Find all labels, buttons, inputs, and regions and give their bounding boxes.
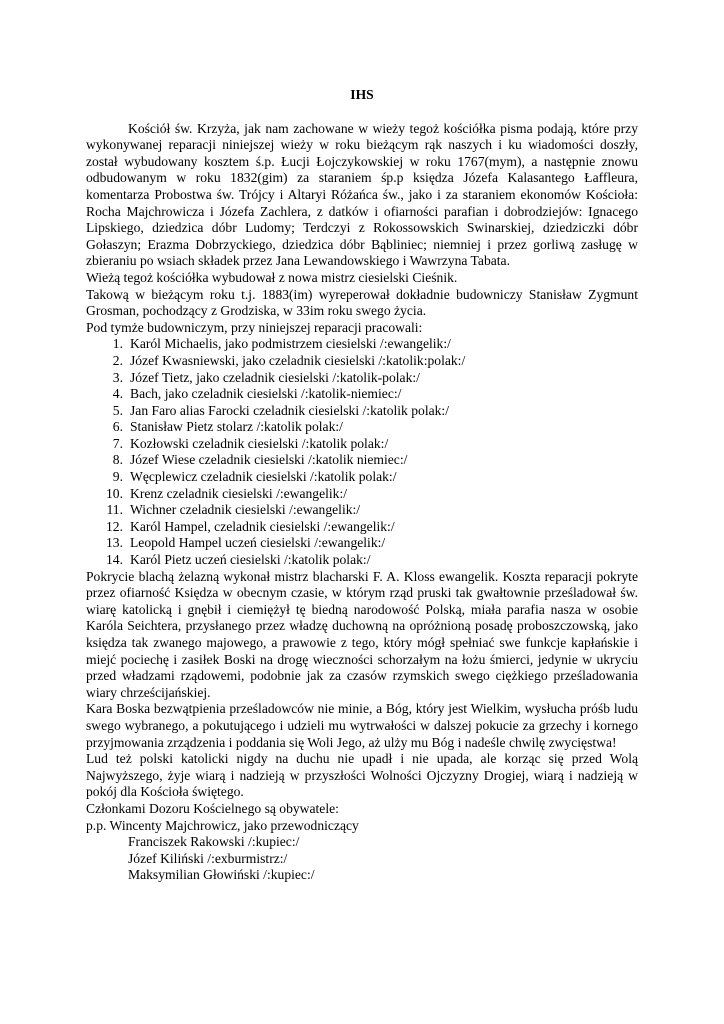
list-number: 11. [106, 502, 123, 518]
list-text: Wichner czeladnik ciesielski /:ewangelik:/ [130, 502, 361, 518]
list-item [86, 403, 638, 420]
list-item [86, 386, 638, 403]
paragraph-tower-builder: Wieżą tegoż kościółka wybudował z nowa mistrz ciesielski Cieśnik. [86, 269, 458, 285]
document-page [86, 87, 638, 884]
list-item: Franciszek Rakowski /:kupiec:/ [128, 834, 300, 850]
list-number: 4. [112, 386, 123, 402]
list-text: Karól Michaelis, jako podmistrzem ciesielski /:ewangelik:/ [130, 336, 451, 352]
list-number: 1. [112, 336, 123, 352]
list-item [86, 370, 638, 387]
list-text: Karól Pietz uczeń ciesielski /:katolik polak:/ [130, 552, 371, 568]
paragraph-repair: Takową w bieżącym roku t.j. 1883(im) wyreperował dokładnie budowniczy Stanisław Zygmunt Grosman, pochodzący z Grodziska, w 33im roku swego życia. [86, 286, 638, 319]
list-number: 13. [106, 535, 123, 551]
list-number: 6. [112, 419, 123, 435]
council-members-list [86, 834, 638, 884]
paragraph-roofing: Pokrycie blachą żelazną wykonał mistrz blacharski F. A. Kloss ewangelik. Koszta reparacji pokryte przez ofiarność Księdza w obecnym czasie, w którym rząd pruski tak gwałtownie prześladował św. wiarę katolicką i gnębił i ciemiężył tę biedną narodowość Polską, miała parafia nasza w osobie Karóla Seichtera, przysłanego przez władzę duchowną na opróżnioną posadę proboszczowską, jako księdza tak zwanego majowego, a prawowie z tego, który mógł spełniać swe funkcje kapłańskie i miejć pociechę i zasiłek Boski na drogę wieczności schorzałym na łożu śmierci, jedynie w ukryciu przed władzami rządowemi, podobnie jak za czasów rzymskich swego ciężkiego prześladowania wiary chrześcijańskiej. [86, 568, 638, 700]
list-number: 14. [106, 552, 123, 568]
list-item [86, 486, 638, 503]
list-number: 8. [112, 452, 123, 468]
list-text: Stanisław Pietz stolarz /:katolik polak:/ [130, 419, 343, 435]
list-number: 9. [112, 469, 123, 485]
list-number: 10. [106, 485, 123, 501]
list-text: Józef Wiese czeladnik ciesielski /:katolik niemiec:/ [130, 452, 408, 468]
list-item: Maksymilian Głowiński /:kupiec:/ [128, 867, 315, 883]
list-text: Krenz czeladnik ciesielski /:ewangelik:/ [130, 485, 348, 501]
list-text: Karól Hampel, czeladnik ciesielski /:ewangelik:/ [130, 518, 395, 534]
list-item [86, 353, 638, 370]
list-text: Bach, jako czeladnik ciesielski /:katolik-niemiec:/ [130, 386, 402, 402]
list-item [86, 336, 638, 353]
workers-list [86, 336, 638, 568]
paragraph-divine-punishment: Kara Boska bezwątpienia prześladowców nie minie, a Bóg, który jest Wielkim, wysłucha próśb ludu swego wybranego, a pokutującego i udzieli mu wytrwałości w dalszej pokucie za grzechy i kornego przyjmowania zrządzenia i poddania się Woli Jego, aż ulży mu Bóg i nadeśle chwilę zwycięstwa! [86, 701, 638, 750]
list-item: Józef Kiliński /:exburmistrz:/ [128, 850, 288, 866]
list-text: Józef Kwasniewski, jako czeladnik ciesielski /:katolik:polak:/ [130, 352, 466, 368]
list-text: Węcplewicz czeladnik ciesielski /:katolik polak:/ [130, 469, 397, 485]
list-item [86, 552, 638, 569]
list-text: Leopold Hampel uczeń ciesielski /:ewangelik:/ [130, 535, 386, 551]
paragraph-council-intro: Członkami Dozoru Kościelnego są obywatele: [86, 800, 339, 816]
list-number: 2. [112, 352, 123, 368]
list-text: Józef Tietz, jako czeladnik ciesielski /:katolik-polak:/ [130, 369, 420, 385]
list-number: 5. [112, 402, 123, 418]
list-item [86, 436, 638, 453]
paragraph-history: Kościół św. Krzyża, jak nam zachowane w wieży tegoż kościółka pisma podają, które przy wykonywanej reparacji niniejszej wieży w roku bieżącym rąk naszych i ku wiadomości doszły, został wybudowany kosztem ś.p. Łucji Łojczykowskiej w roku 1767(mym), a następnie znowu odbudowanym w roku 1832(gim) za staraniem śp.p księdza Józefa Kalasantego Łaffleura, komentarza Probostwa św. Trójcy i Altaryi Różańca św., jako i za staraniem ekonomów Kościoła: Rocha Majchrowicza i Józefa Zachlera, z datków i ofiarności parafian i dobrodziejów: Ignacego Lipskiego, dziedzica dóbr Ludomy; Terdczyi z Rokossowskich Swinarskiej, dziedziczki dóbr Gołaszyn; Erazma Dobrzyckiego, dziedzica dóbr Bąbliniec; niemniej i przez gorliwą zasługę w zbieraniu po wsiach składek przez Jana Lewandowskiego i Wawrzyna Tabata. [86, 120, 638, 269]
list-text: Jan Faro alias Farocki czeladnik ciesielski /:katolik polak:/ [130, 402, 449, 418]
list-number: 7. [112, 435, 123, 451]
list-number: 12. [106, 518, 123, 534]
list-item [86, 469, 638, 486]
document-title: IHS [350, 87, 374, 102]
list-item [86, 419, 638, 436]
paragraph-workers-intro: Pod tymże budowniczym, przy niniejszej reparacji pracowali: [86, 319, 423, 335]
list-item [86, 519, 638, 536]
list-item [86, 452, 638, 469]
list-item [86, 502, 638, 519]
paragraph-chairman: p.p. Wincenty Majchrowicz, jako przewodniczący [86, 817, 359, 833]
list-item [86, 535, 638, 552]
list-number: 3. [112, 369, 123, 385]
list-text: Kozłowski czeladnik ciesielski /:katolik polak:/ [130, 435, 389, 451]
paragraph-faith: Lud też polski katolicki nigdy na duchu nie upadł i nie upada, ale korząc się przed Wolą Najwyższego, żyje wiarą i nadzieją w przyszłości Wolności Ojczyzny Drogiej, wiarą i nadzieją w pokój dla Kościoła świętego. [86, 751, 638, 800]
